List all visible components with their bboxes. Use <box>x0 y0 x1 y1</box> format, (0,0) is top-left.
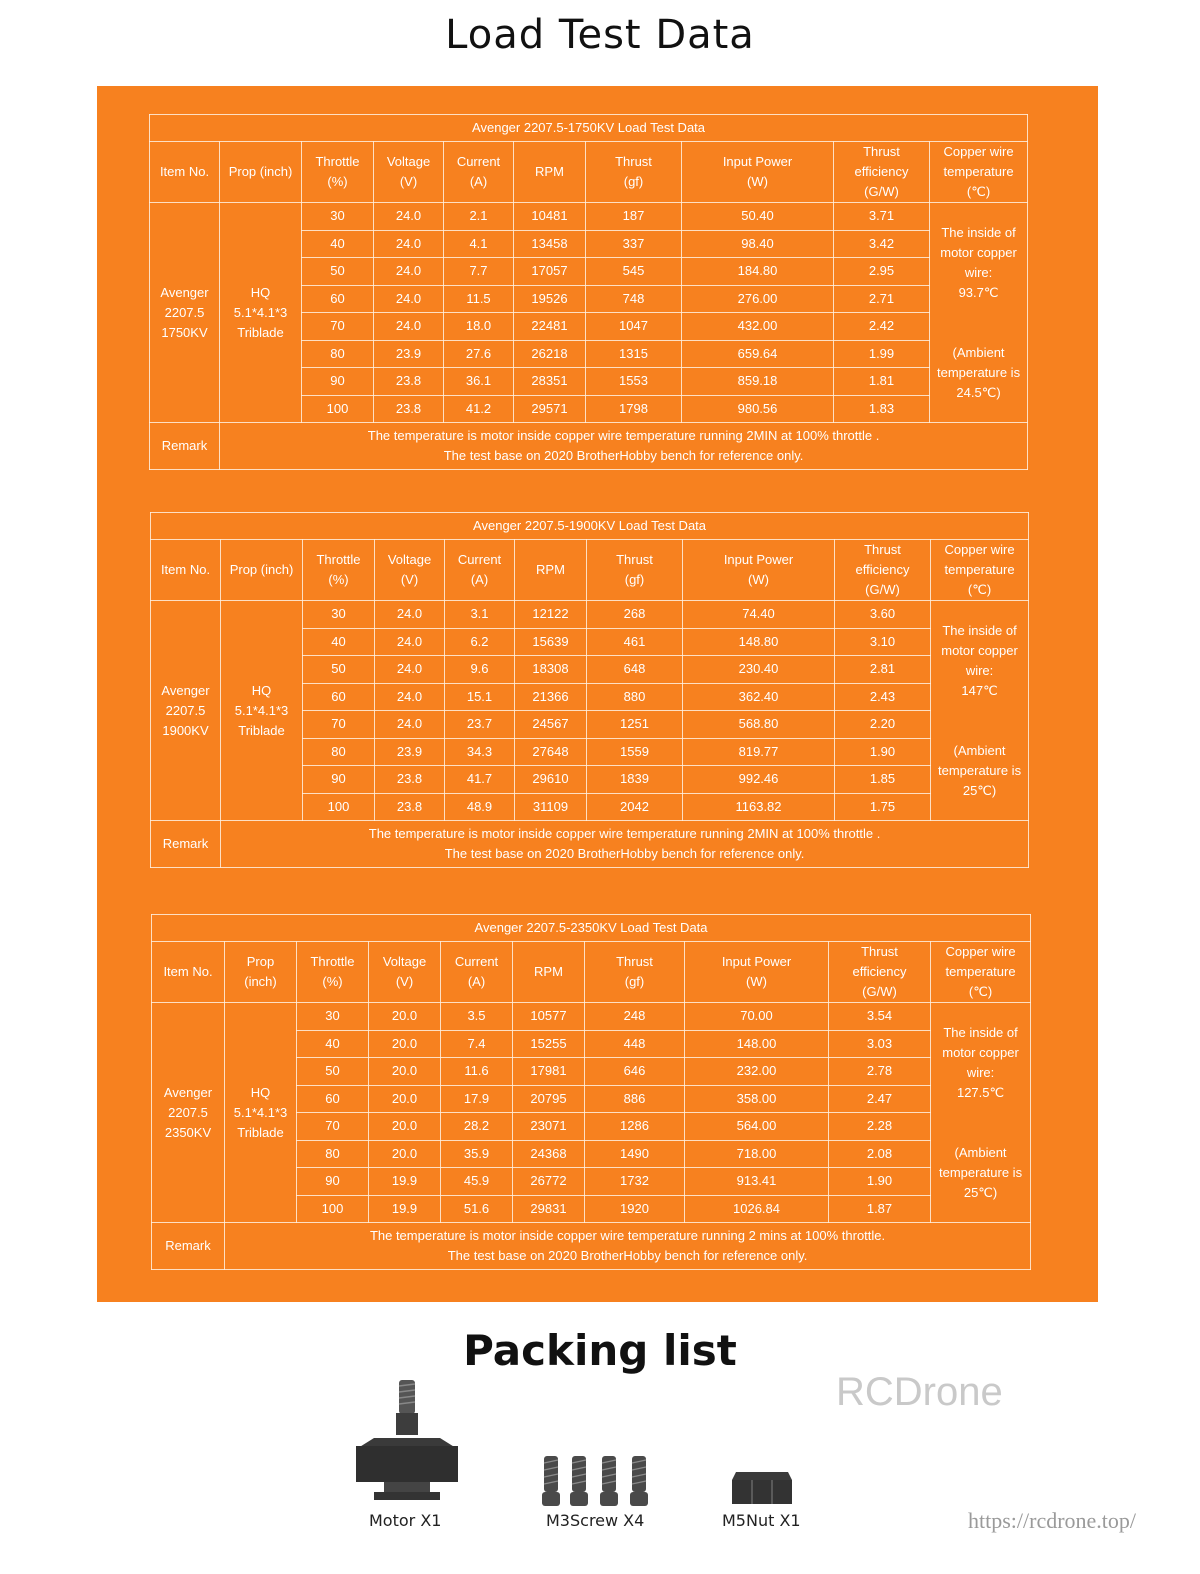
data-cell: 24567 <box>515 711 587 739</box>
data-cell: 232.00 <box>685 1058 829 1086</box>
column-header: Item No. <box>150 142 220 203</box>
data-cell: 7.7 <box>444 258 514 286</box>
column-header: Copper wire temperature (℃) <box>930 142 1028 203</box>
data-cell: 26772 <box>513 1168 585 1196</box>
remark-label: Remark <box>150 423 220 470</box>
remark-text: The temperature is motor inside copper wire temperature running 2MIN at 100% throttle . The test base on 2020 BrotherHobby bench for reference only. <box>220 423 1028 470</box>
site-url: https://rcdrone.top/ <box>968 1508 1137 1533</box>
data-cell: 980.56 <box>682 395 834 423</box>
packing-item-nut-label: M5Nut X1 <box>722 1511 801 1530</box>
data-cell: 10577 <box>513 1003 585 1031</box>
column-header: Thrust efficiency (G/W) <box>835 540 931 601</box>
column-header: Current (A) <box>444 142 514 203</box>
data-cell: 1047 <box>586 313 682 341</box>
item-no-cell: Avenger 2207.5 1900KV <box>151 601 221 821</box>
column-header: Thrust (gf) <box>585 942 685 1003</box>
data-cell: 17981 <box>513 1058 585 1086</box>
data-cell: 2.95 <box>834 258 930 286</box>
data-cell: 13458 <box>514 230 586 258</box>
data-cell: 23071 <box>513 1113 585 1141</box>
table-row <box>151 601 1029 629</box>
data-cell: 90 <box>297 1168 369 1196</box>
data-cell: 30 <box>297 1003 369 1031</box>
data-cell: 17.9 <box>441 1085 513 1113</box>
column-header: Item No. <box>152 942 225 1003</box>
column-header: RPM <box>514 142 586 203</box>
data-cell: 3.10 <box>835 628 931 656</box>
data-cell: 28.2 <box>441 1113 513 1141</box>
column-header: Thrust efficiency (G/W) <box>829 942 931 1003</box>
table-row <box>152 1003 1031 1031</box>
column-header: Input Power (W) <box>685 942 829 1003</box>
data-cell: 992.46 <box>683 766 835 794</box>
data-cell: 1.90 <box>835 738 931 766</box>
data-cell: 10481 <box>514 203 586 231</box>
data-cell: 60 <box>302 285 374 313</box>
data-cell: 2.71 <box>834 285 930 313</box>
load-test-table <box>150 512 1029 868</box>
nut-icon <box>730 1470 794 1508</box>
column-header: RPM <box>513 942 585 1003</box>
data-cell: 3.54 <box>829 1003 931 1031</box>
data-cell: 40 <box>303 628 375 656</box>
column-header: Thrust efficiency (G/W) <box>834 142 930 203</box>
column-header: Throttle (%) <box>302 142 374 203</box>
column-header: Voltage (V) <box>369 942 441 1003</box>
data-cell: 28351 <box>514 368 586 396</box>
data-cell: 659.64 <box>682 340 834 368</box>
screw-icon <box>540 1454 654 1508</box>
data-cell: 2.81 <box>835 656 931 684</box>
data-cell: 1.90 <box>829 1168 931 1196</box>
data-cell: 12122 <box>515 601 587 629</box>
data-cell: 41.7 <box>445 766 515 794</box>
data-cell: 29571 <box>514 395 586 423</box>
load-test-table <box>149 114 1028 470</box>
packing-list-title: Packing list <box>463 1326 737 1375</box>
motor-icon <box>354 1378 460 1506</box>
data-cell: 1798 <box>586 395 682 423</box>
data-cell: 358.00 <box>685 1085 829 1113</box>
data-cell: 17057 <box>514 258 586 286</box>
data-cell: 3.5 <box>441 1003 513 1031</box>
remark-label: Remark <box>152 1223 225 1270</box>
data-cell: 24.0 <box>374 285 444 313</box>
data-cell: 11.5 <box>444 285 514 313</box>
copper-temperature-cell: The inside of motor copper wire: 93.7℃ (Ambient temperature is 24.5℃) <box>930 203 1028 423</box>
data-cell: 24.0 <box>375 656 445 684</box>
data-cell: 15639 <box>515 628 587 656</box>
data-cell: 50 <box>297 1058 369 1086</box>
data-cell: 3.42 <box>834 230 930 258</box>
prop-cell: HQ 5.1*4.1*3 Triblade <box>220 203 302 423</box>
data-cell: 646 <box>585 1058 685 1086</box>
column-header: Prop (inch) <box>225 942 297 1003</box>
remark-label: Remark <box>151 821 221 868</box>
table-caption: Avenger 2207.5-1750KV Load Test Data <box>150 115 1028 142</box>
data-cell: 1026.84 <box>685 1195 829 1223</box>
data-cell: 24.0 <box>375 628 445 656</box>
data-cell: 1490 <box>585 1140 685 1168</box>
column-header: Thrust (gf) <box>587 540 683 601</box>
data-cell: 432.00 <box>682 313 834 341</box>
item-no-cell: Avenger 2207.5 2350KV <box>152 1003 225 1223</box>
data-cell: 80 <box>302 340 374 368</box>
data-cell: 6.2 <box>445 628 515 656</box>
data-cell: 564.00 <box>685 1113 829 1141</box>
data-cell: 648 <box>587 656 683 684</box>
data-cell: 2042 <box>587 793 683 821</box>
column-header: Voltage (V) <box>374 142 444 203</box>
data-cell: 35.9 <box>441 1140 513 1168</box>
data-cell: 45.9 <box>441 1168 513 1196</box>
data-cell: 50.40 <box>682 203 834 231</box>
data-cell: 718.00 <box>685 1140 829 1168</box>
column-header: Throttle (%) <box>303 540 375 601</box>
data-cell: 568.80 <box>683 711 835 739</box>
data-cell: 859.18 <box>682 368 834 396</box>
data-cell: 18.0 <box>444 313 514 341</box>
data-cell: 70 <box>302 313 374 341</box>
data-cell: 19.9 <box>369 1168 441 1196</box>
watermark: RCDrone <box>836 1370 1003 1414</box>
data-cell: 276.00 <box>682 285 834 313</box>
table-row <box>150 203 1028 231</box>
data-cell: 27.6 <box>444 340 514 368</box>
data-cell: 19526 <box>514 285 586 313</box>
data-cell: 90 <box>303 766 375 794</box>
load-test-table <box>151 914 1031 1270</box>
prop-cell: HQ 5.1*4.1*3 Triblade <box>221 601 303 821</box>
data-cell: 19.9 <box>369 1195 441 1223</box>
data-cell: 23.7 <box>445 711 515 739</box>
data-cell: 98.40 <box>682 230 834 258</box>
data-cell: 1.99 <box>834 340 930 368</box>
data-cell: 20.0 <box>369 1030 441 1058</box>
data-cell: 2.78 <box>829 1058 931 1086</box>
data-cell: 148.00 <box>685 1030 829 1058</box>
data-cell: 23.8 <box>374 395 444 423</box>
packing-item-motor-label: Motor X1 <box>369 1511 442 1530</box>
data-cell: 50 <box>303 656 375 684</box>
data-cell: 24.0 <box>374 313 444 341</box>
data-cell: 34.3 <box>445 738 515 766</box>
copper-temperature-cell: The inside of motor copper wire: 147℃ (Ambient temperature is 25℃) <box>931 601 1029 821</box>
data-cell: 24368 <box>513 1140 585 1168</box>
data-cell: 100 <box>303 793 375 821</box>
remark-text: The temperature is motor inside copper wire temperature running 2MIN at 100% throttle . The test base on 2020 BrotherHobby bench for reference only. <box>221 821 1029 868</box>
data-cell: 1286 <box>585 1113 685 1141</box>
data-cell: 2.20 <box>835 711 931 739</box>
data-cell: 70 <box>297 1113 369 1141</box>
data-cell: 30 <box>303 601 375 629</box>
data-cell: 1920 <box>585 1195 685 1223</box>
column-header: Throttle (%) <box>297 942 369 1003</box>
data-cell: 230.40 <box>683 656 835 684</box>
data-cell: 36.1 <box>444 368 514 396</box>
data-cell: 80 <box>297 1140 369 1168</box>
data-cell: 24.0 <box>374 203 444 231</box>
prop-cell: HQ 5.1*4.1*3 Triblade <box>225 1003 297 1223</box>
data-cell: 187 <box>586 203 682 231</box>
data-cell: 545 <box>586 258 682 286</box>
data-cell: 70 <box>303 711 375 739</box>
data-cell: 1839 <box>587 766 683 794</box>
data-cell: 23.8 <box>375 793 445 821</box>
data-cell: 100 <box>297 1195 369 1223</box>
data-cell: 2.1 <box>444 203 514 231</box>
data-cell: 50 <box>302 258 374 286</box>
data-cell: 60 <box>303 683 375 711</box>
item-no-cell: Avenger 2207.5 1750KV <box>150 203 220 423</box>
data-cell: 20795 <box>513 1085 585 1113</box>
data-cell: 100 <box>302 395 374 423</box>
data-cell: 23.9 <box>374 340 444 368</box>
data-cell: 2.47 <box>829 1085 931 1113</box>
data-cell: 20.0 <box>369 1003 441 1031</box>
data-cell: 1.83 <box>834 395 930 423</box>
column-header: Copper wire temperature (℃) <box>931 540 1029 601</box>
data-cell: 448 <box>585 1030 685 1058</box>
data-cell: 1251 <box>587 711 683 739</box>
data-cell: 11.6 <box>441 1058 513 1086</box>
data-cell: 2.42 <box>834 313 930 341</box>
data-cell: 1.87 <box>829 1195 931 1223</box>
data-cell: 29831 <box>513 1195 585 1223</box>
data-cell: 4.1 <box>444 230 514 258</box>
data-cell: 184.80 <box>682 258 834 286</box>
data-cell: 1559 <box>587 738 683 766</box>
data-cell: 3.1 <box>445 601 515 629</box>
data-cell: 1.85 <box>835 766 931 794</box>
column-header: Input Power (W) <box>682 142 834 203</box>
data-cell: 24.0 <box>375 683 445 711</box>
data-cell: 248 <box>585 1003 685 1031</box>
data-cell: 60 <box>297 1085 369 1113</box>
data-cell: 20.0 <box>369 1113 441 1141</box>
data-cell: 461 <box>587 628 683 656</box>
data-cell: 23.9 <box>375 738 445 766</box>
data-cell: 20.0 <box>369 1085 441 1113</box>
packing-item-screw-label: M3Screw X4 <box>546 1511 645 1530</box>
data-cell: 20.0 <box>369 1140 441 1168</box>
data-cell: 2.28 <box>829 1113 931 1141</box>
data-cell: 40 <box>302 230 374 258</box>
data-cell: 48.9 <box>445 793 515 821</box>
data-cell: 3.71 <box>834 203 930 231</box>
column-header: Prop (inch) <box>220 142 302 203</box>
page-title: Load Test Data <box>445 12 755 58</box>
data-cell: 24.0 <box>375 601 445 629</box>
column-header: Input Power (W) <box>683 540 835 601</box>
data-cell: 1163.82 <box>683 793 835 821</box>
data-cell: 2.43 <box>835 683 931 711</box>
column-header: Prop (inch) <box>221 540 303 601</box>
column-header: Copper wire temperature (℃) <box>931 942 1031 1003</box>
data-cell: 9.6 <box>445 656 515 684</box>
data-cell: 26218 <box>514 340 586 368</box>
data-cell: 18308 <box>515 656 587 684</box>
data-cell: 30 <box>302 203 374 231</box>
data-cell: 819.77 <box>683 738 835 766</box>
data-cell: 3.03 <box>829 1030 931 1058</box>
data-cell: 90 <box>302 368 374 396</box>
data-cell: 74.40 <box>683 601 835 629</box>
data-cell: 1553 <box>586 368 682 396</box>
data-cell: 362.40 <box>683 683 835 711</box>
table-caption: Avenger 2207.5-2350KV Load Test Data <box>152 915 1031 942</box>
data-cell: 80 <box>303 738 375 766</box>
data-cell: 21366 <box>515 683 587 711</box>
data-cell: 15255 <box>513 1030 585 1058</box>
column-header: Thrust (gf) <box>586 142 682 203</box>
data-cell: 268 <box>587 601 683 629</box>
column-header: Voltage (V) <box>375 540 445 601</box>
column-header: Item No. <box>151 540 221 601</box>
data-cell: 880 <box>587 683 683 711</box>
data-cell: 913.41 <box>685 1168 829 1196</box>
data-cell: 24.0 <box>375 711 445 739</box>
data-cell: 23.8 <box>375 766 445 794</box>
data-cell: 24.0 <box>374 258 444 286</box>
data-cell: 22481 <box>514 313 586 341</box>
data-cell: 27648 <box>515 738 587 766</box>
data-cell: 40 <box>297 1030 369 1058</box>
data-cell: 31109 <box>515 793 587 821</box>
data-cell: 1315 <box>586 340 682 368</box>
data-cell: 20.0 <box>369 1058 441 1086</box>
data-cell: 1.81 <box>834 368 930 396</box>
data-cell: 7.4 <box>441 1030 513 1058</box>
data-cell: 748 <box>586 285 682 313</box>
data-cell: 337 <box>586 230 682 258</box>
table-caption: Avenger 2207.5-1900KV Load Test Data <box>151 513 1029 540</box>
data-cell: 24.0 <box>374 230 444 258</box>
data-cell: 1.75 <box>835 793 931 821</box>
data-cell: 1732 <box>585 1168 685 1196</box>
data-cell: 70.00 <box>685 1003 829 1031</box>
data-cell: 23.8 <box>374 368 444 396</box>
data-cell: 886 <box>585 1085 685 1113</box>
column-header: Current (A) <box>445 540 515 601</box>
data-cell: 51.6 <box>441 1195 513 1223</box>
data-cell: 2.08 <box>829 1140 931 1168</box>
data-cell: 148.80 <box>683 628 835 656</box>
data-cell: 15.1 <box>445 683 515 711</box>
column-header: RPM <box>515 540 587 601</box>
data-cell: 41.2 <box>444 395 514 423</box>
column-header: Current (A) <box>441 942 513 1003</box>
copper-temperature-cell: The inside of motor copper wire: 127.5℃ (Ambient temperature is 25℃) <box>931 1003 1031 1223</box>
remark-text: The temperature is motor inside copper wire temperature running 2 mins at 100% throttle. The test base on 2020 BrotherHobby bench for reference only. <box>225 1223 1031 1270</box>
data-cell: 3.60 <box>835 601 931 629</box>
data-cell: 29610 <box>515 766 587 794</box>
